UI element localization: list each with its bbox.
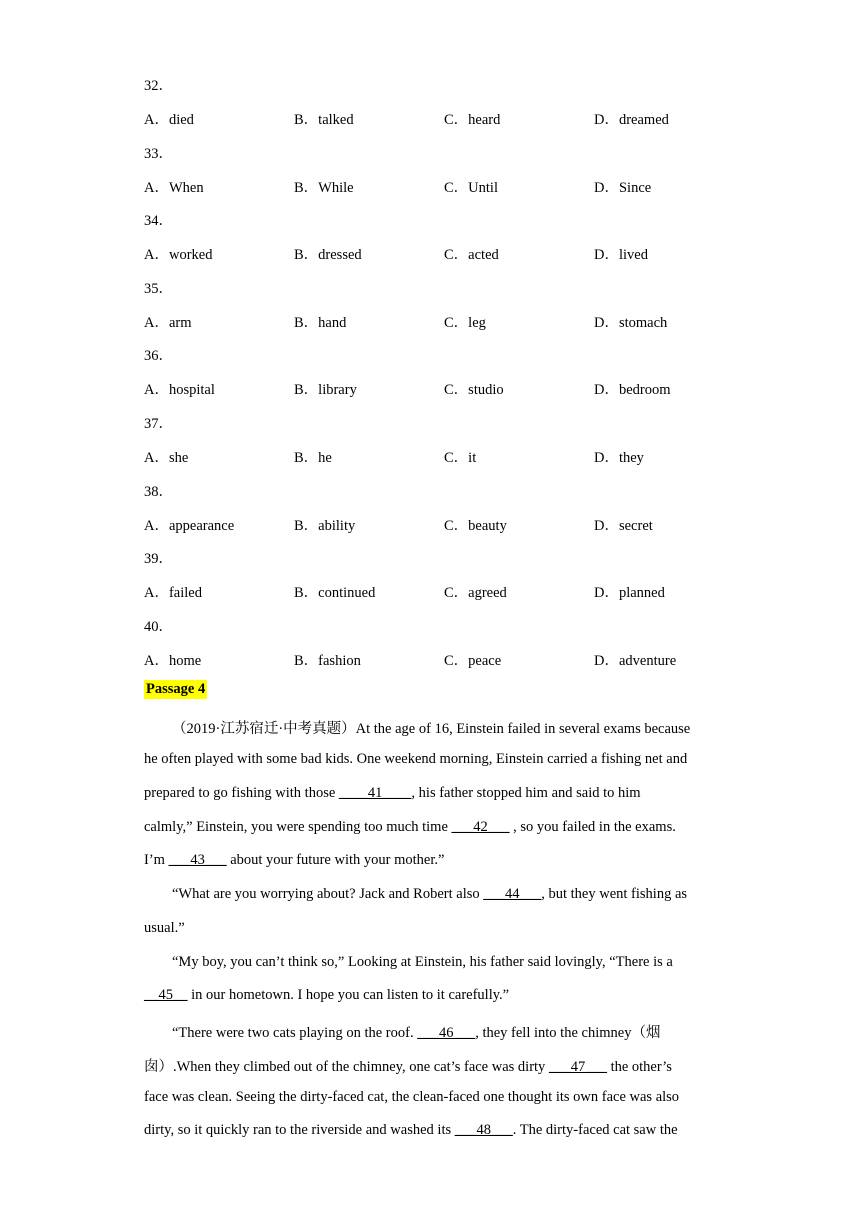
option-c: C．peace: [444, 653, 502, 669]
option-a: A．arm: [144, 315, 192, 331]
passage-title: Passage 4: [146, 681, 206, 697]
option-c: C．agreed: [444, 585, 507, 601]
question-number: 35．: [144, 281, 173, 297]
passage-line: prepared to go fishing with those ____41____, his father stopped him and said to him: [144, 785, 641, 801]
passage-line: face was clean. Seeing the dirty-faced cat, the clean-faced one thought its own face was also: [144, 1089, 680, 1105]
option-d: D．bedroom: [594, 382, 671, 398]
option-a: A．home: [144, 653, 202, 669]
option-b: B．fashion: [294, 653, 361, 669]
option-c: C．beauty: [444, 518, 507, 534]
blank-42: ___42___: [451, 819, 510, 835]
option-c: C．it: [444, 450, 477, 466]
option-b: B．While: [294, 180, 354, 196]
option-d: D．planned: [594, 585, 665, 601]
passage-line: usual.”: [144, 920, 185, 936]
option-c: C．Until: [444, 180, 498, 196]
option-d: D．stomach: [594, 315, 668, 331]
blank-48: ___48___: [454, 1122, 513, 1138]
option-c: C．acted: [444, 247, 499, 263]
option-d: D．Since: [594, 180, 652, 196]
passage-line: （2019·江苏宿迁·中考真题）At the age of 16, Einstein failed in several exams because: [172, 721, 691, 737]
option-b: B．hand: [294, 315, 347, 331]
blank-43: ___43___: [168, 852, 227, 868]
option-b: B．library: [294, 382, 357, 398]
option-a: A．hospital: [144, 382, 215, 398]
question-number: 39．: [144, 551, 173, 567]
question-number: 32．: [144, 78, 173, 94]
option-b: B．ability: [294, 518, 356, 534]
option-a: A．died: [144, 112, 194, 128]
option-d: D．they: [594, 450, 644, 466]
blank-45: __45__: [144, 987, 188, 1003]
blank-44: ___44___: [483, 886, 542, 902]
option-a: A．worked: [144, 247, 213, 263]
option-a: A．failed: [144, 585, 202, 601]
blank-46: ___46___: [417, 1025, 476, 1041]
passage-line: calmly,” Einstein, you were spending too much time ___42___ , so you failed in the exams.: [144, 819, 676, 835]
question-number: 36．: [144, 348, 173, 364]
option-b: B．dressed: [294, 247, 362, 263]
question-number: 38．: [144, 484, 173, 500]
option-a: A．When: [144, 180, 204, 196]
blank-41: ____41____: [338, 785, 412, 801]
option-b: B．he: [294, 450, 332, 466]
passage-line: “My boy, you can’t think so,” Looking at Einstein, his father said lovingly, “There is a: [172, 954, 673, 970]
option-c: C．studio: [444, 382, 504, 398]
passage-line: “What are you worrying about? Jack and Robert also ___44___, but they went fishing as: [172, 886, 688, 902]
passage-line: 囱）.When they climbed out of the chimney, one cat’s face was dirty ___47___ the other’s: [144, 1059, 672, 1075]
passage-line: I’m ___43___ about your future with your mother.”: [144, 852, 445, 868]
question-number: 37．: [144, 416, 173, 432]
option-c: C．heard: [444, 112, 501, 128]
option-d: D．dreamed: [594, 112, 669, 128]
option-a: A．appearance: [144, 518, 235, 534]
option-d: D．lived: [594, 247, 648, 263]
blank-47: ___47___: [548, 1059, 607, 1075]
question-number: 34．: [144, 213, 173, 229]
question-number: 40．: [144, 619, 173, 635]
passage-line: “There were two cats playing on the roof. ___46___, they fell into the chimney（烟: [172, 1025, 661, 1041]
option-d: D．adventure: [594, 653, 677, 669]
option-d: D．secret: [594, 518, 653, 534]
option-b: B．talked: [294, 112, 354, 128]
option-a: A．she: [144, 450, 189, 466]
passage-line: __45__ in our hometown. I hope you can listen to it carefully.”: [144, 987, 510, 1003]
passage-line: he often played with some bad kids. One weekend morning, Einstein carried a fishing net and: [144, 751, 688, 767]
option-b: B．continued: [294, 585, 376, 601]
passage-line: dirty, so it quickly ran to the riverside and washed its ___48___. The dirty-faced cat saw the: [144, 1122, 678, 1138]
option-c: C．leg: [444, 315, 486, 331]
question-number: 33．: [144, 146, 173, 162]
